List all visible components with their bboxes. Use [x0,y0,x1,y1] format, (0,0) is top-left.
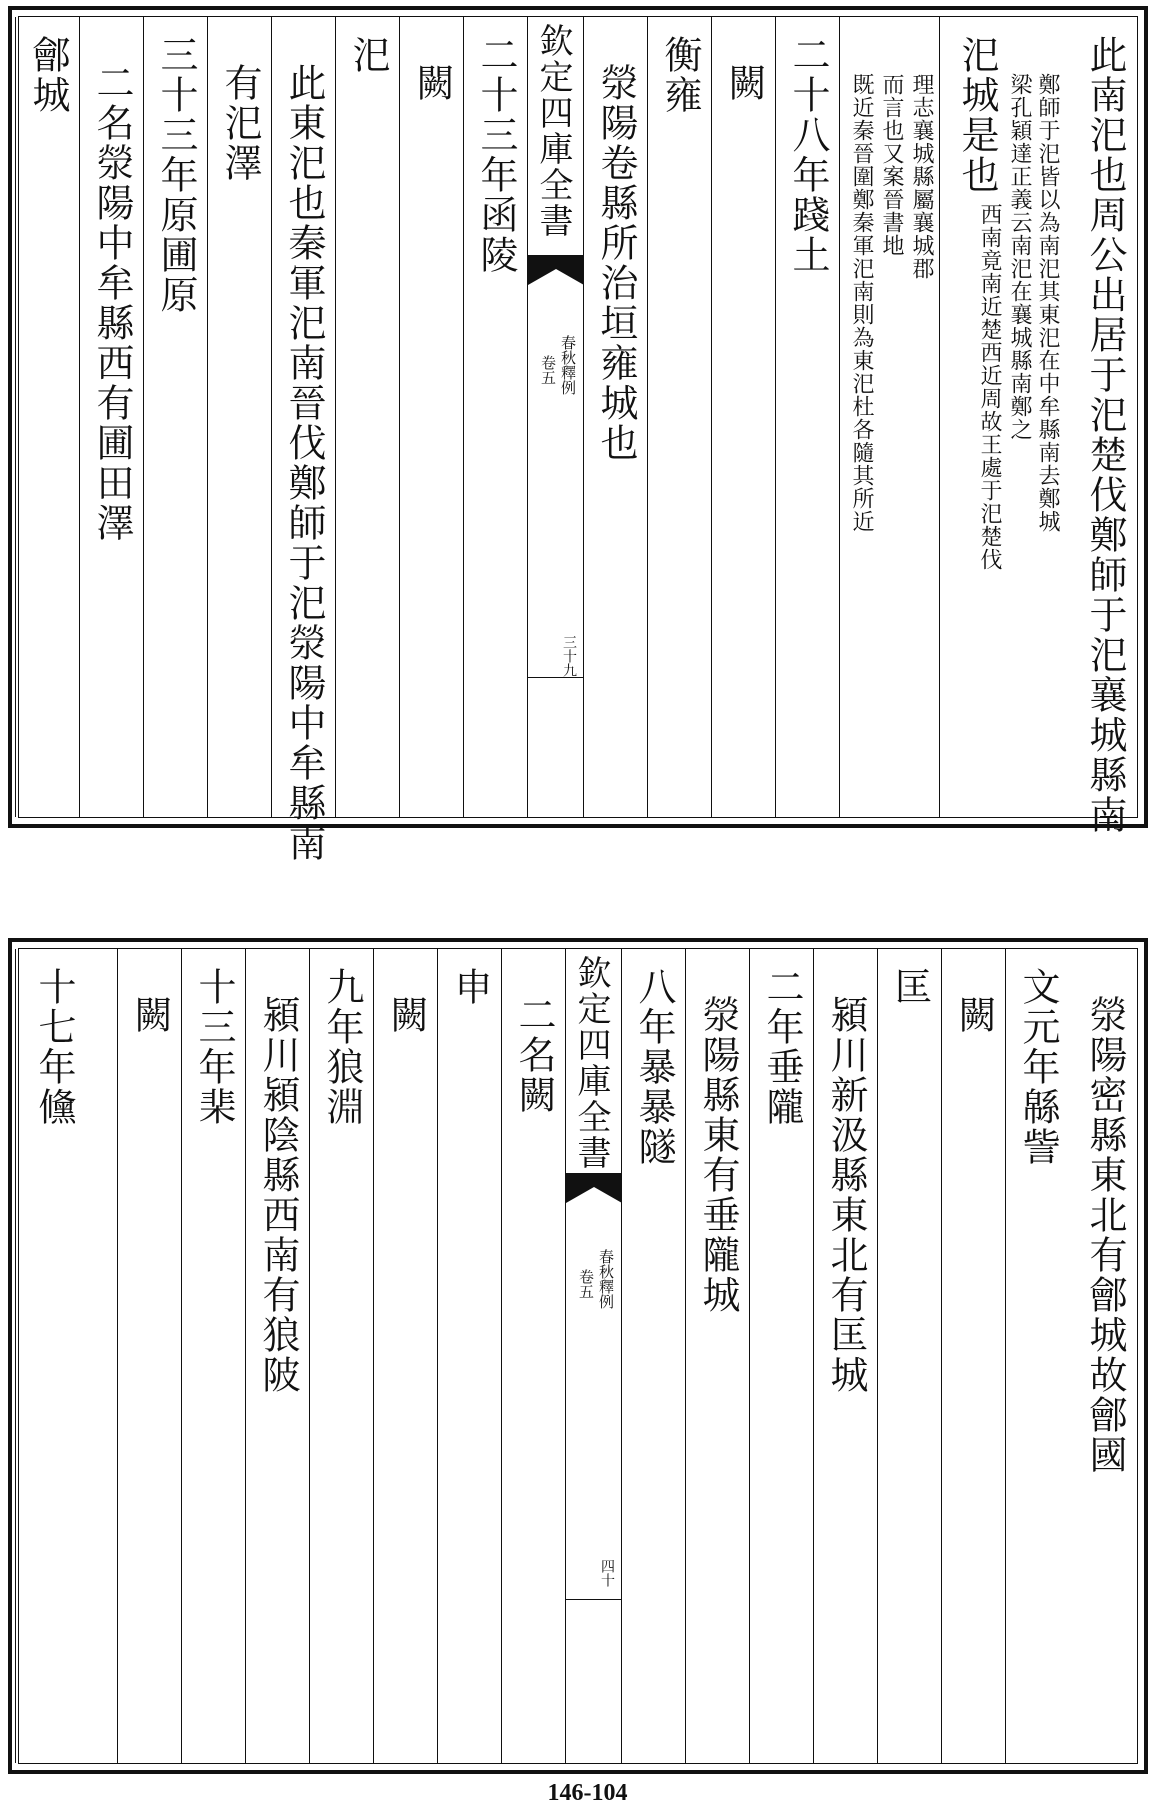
text-column: 此南汜也周公出居于汜楚伐鄭師于汜襄城縣南 [1083,35,1127,835]
text-column: 衡雍 [658,35,702,115]
bottom-col-2 [1005,949,1069,1763]
bottom-col-15 [117,949,181,1763]
text-column: 匡 [888,967,932,1007]
banner-volume: 卷五 [539,355,557,385]
bottom-col-5 [813,949,877,1763]
bottom-col-9 [501,949,565,1763]
top-col-11 [271,17,335,863]
bottom-col-13 [245,949,309,1763]
text-column: 潁川潁陰縣西南有狼陂 [256,995,300,1395]
text-column: 文元年緜訾 [1016,967,1060,1167]
bottom-col-14 [181,949,245,1763]
text-column: 十七年儵 [32,967,76,1127]
top-page-frame [8,6,1148,863]
top-col-15 [15,17,79,817]
bottom-col-8 [621,949,685,1763]
text-column: 汜城是也 [955,35,999,195]
bottom-inner-frame [18,948,1138,1764]
annotation-column: 既近秦晉圍鄭秦軍汜南則為東汜杜各隨其所近 [849,73,874,533]
text-column: 此東汜也秦軍汜南晉伐鄭師于汜滎陽中牟縣南 [282,63,326,863]
top-col-5 [711,17,775,817]
text-column: 三十三年原圃原 [154,35,198,315]
text-column: 有汜澤 [218,63,262,183]
bottom-banner-column [565,949,621,1763]
fishtail-ornament [566,1173,622,1203]
banner-book-title: 春秋釋例 [559,335,577,395]
banner-page-number: 三十九 [561,635,577,677]
bottom-col-10 [437,949,501,1763]
banner-volume: 卷五 [577,1269,595,1299]
banner-title: 欽定四庫全書 [533,23,573,239]
text-column: 二十八年踐土 [786,35,830,275]
text-column: 申 [448,967,492,1007]
text-column: 二十三年函陵 [474,35,518,275]
text-column: 鄶城 [26,35,70,115]
fishtail-ornament [528,255,584,285]
text-column: 闕 [384,995,428,1035]
text-column: 滎陽縣東有垂隴城 [696,995,740,1315]
top-col-3 [839,17,939,817]
banner-page-number: 四十 [599,1559,615,1587]
text-column: 汜 [346,35,390,75]
bottom-col-1 [1069,949,1137,1763]
bottom-col-16 [15,949,117,1763]
top-col-14 [79,17,143,817]
top-col-4 [775,17,839,817]
text-column: 滎陽卷縣所治垣雍城也 [594,63,638,463]
text-column: 闕 [722,63,766,103]
banner-divider [566,1599,621,1600]
bottom-col-11 [373,949,437,1763]
top-col-1 [1069,17,1137,835]
bottom-col-3 [941,949,1005,1763]
bottom-col-6 [749,949,813,1763]
bottom-col-7 [685,949,749,1763]
text-column: 滎陽密縣東北有鄶城故鄶國 [1083,995,1127,1475]
banner-title: 欽定四庫全書 [571,955,611,1171]
bottom-col-12 [309,949,373,1763]
banner-divider [528,677,583,678]
text-column: 二名闕 [512,995,556,1115]
top-col-6 [647,17,711,817]
text-column: 十三年棐 [192,967,236,1127]
annotation-column: 理志襄城縣屬襄城郡 [909,73,934,280]
text-column: 二名滎陽中牟縣西有圃田澤 [90,63,134,543]
top-banner-column [527,17,583,817]
top-col-2 [939,17,1069,817]
top-col-9 [399,17,463,817]
annotation-column: 鄭師于汜皆以為南汜其東汜在中牟縣南去鄭城 [1035,73,1060,533]
text-column: 八年暴暴隧 [632,967,676,1167]
top-col-7 [583,17,647,817]
top-col-13 [143,17,207,817]
annotation-column: 而言也又案晉書地 [879,73,904,257]
folio-number: 146-104 [547,1780,628,1806]
top-inner-frame [18,16,1138,863]
top-col-8 [463,17,527,817]
text-column: 闕 [128,995,172,1035]
text-column: 闕 [952,995,996,1035]
text-column: 九年狼淵 [320,967,364,1127]
annotation-column: 西南竟南近楚西近周故王處于汜楚伐 [977,203,1002,571]
annotation-column: 梁孔穎達正義云南汜在襄城縣南鄭之 [1007,73,1032,441]
bottom-page-frame [8,938,1148,1774]
bottom-col-4 [877,949,941,1763]
top-col-12 [207,17,271,817]
text-column: 潁川新汲縣東北有匡城 [824,995,868,1395]
text-column: 二年垂隴 [760,967,804,1127]
text-column: 闕 [410,63,454,103]
banner-book-title: 春秋釋例 [597,1249,615,1309]
top-col-10 [335,17,399,817]
